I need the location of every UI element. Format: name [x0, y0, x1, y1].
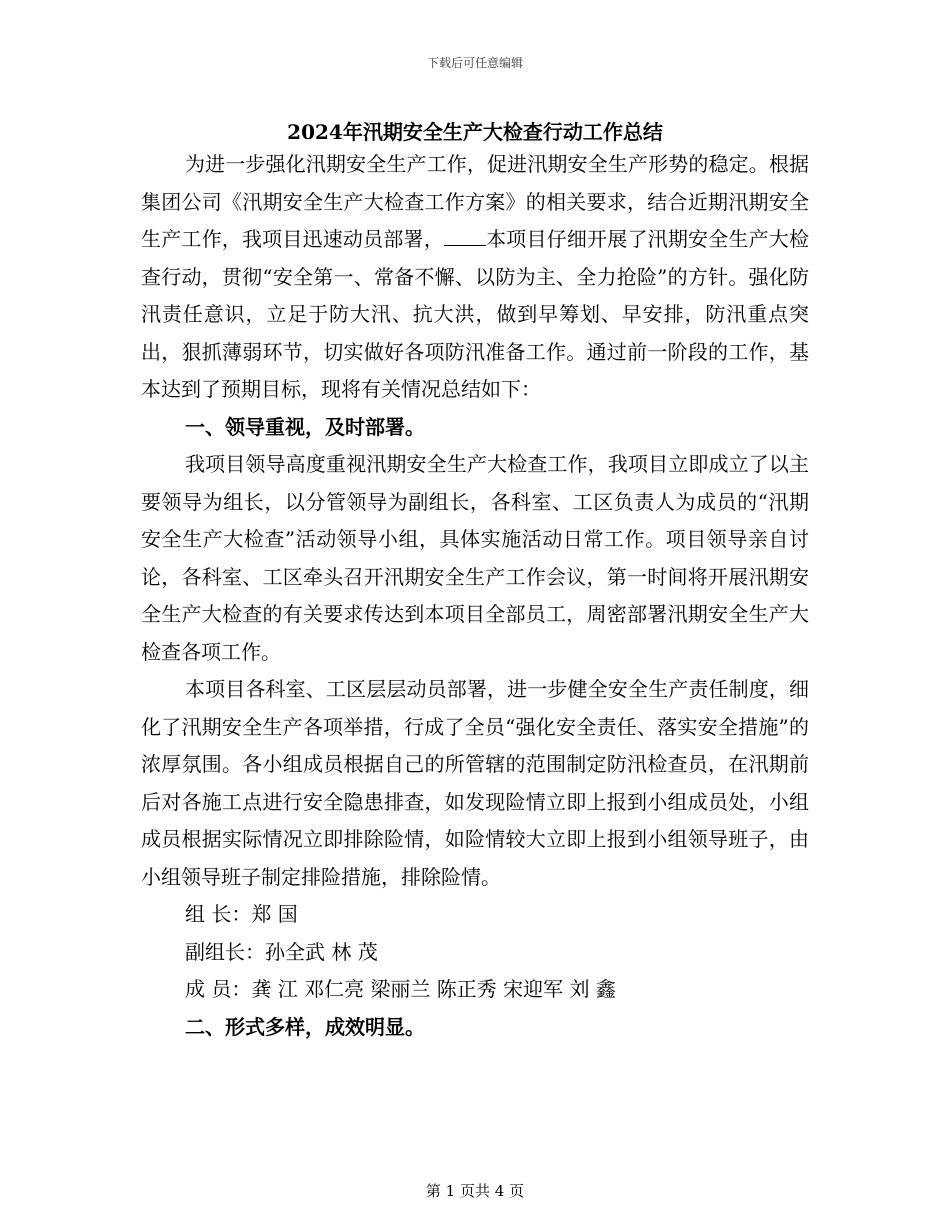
section1-heading: 一、领导重视，及时部署。 [185, 414, 425, 439]
group-leader-line: 组 长：郑 国 [185, 902, 298, 926]
intro-text-part2: 本项目仔细开展了汛期安全生产大检查行动，贯彻“安全第一、常备不懈、以防为主、全力抢险”的方针。强化防汛责任意识，立足于防大汛、抗大洪，做到早筹划、早安排，防汛重点突出，狠抓薄弱环节，切实做好各项防汛准备工作。通过前一阶段的工作，基本达到了预期目标，现将有关情况总结如下： [141, 227, 810, 401]
section1-paragraph-1: 我项目领导高度重视汛期安全生产大检查工作，我项目立即成立了以主要领导为组长，以分管领导为副组长，各科室、工区负责人为成员的“汛期安全生产大检查”活动领导小组，具体实施活动日常工作。项目领导亲自讨论，各科室、工区牵头召开汛期安全生产工作会议，第一时间将开展汛期安全生产大检查的有关要求传达到本项目全部员工，周密部署汛期安全生产大检查各项工作。 [141, 452, 809, 664]
fill-blank [444, 229, 486, 246]
header-note: 下载后可任意编辑 [426, 56, 523, 70]
document-body [141, 146, 809, 1046]
section2-heading: 二、形式多样，成效明显。 [185, 1014, 425, 1039]
intro-text-part1: 为进一步强化汛期安全生产工作，促进汛期安全生产形势的稳定。根据集团公司《汛期安全生产大检查工作方案》的相关要求，结合近期汛期安全生产工作，我项目迅速动员部署， [141, 152, 809, 251]
members-line: 成 员：龚 江 邓仁亮 梁丽兰 陈正秀 宋迎军 刘 鑫 [185, 977, 616, 1001]
intro-paragraph [141, 146, 809, 409]
page-footer: 第 1 页共 4 页 [425, 1182, 525, 1200]
section1-paragraph-2: 本项目各科室、工区层层动员部署，进一步健全安全生产责任制度，细化了汛期安全生产各项举措，行成了全员“强化安全责任、落实安全措施”的浓厚氛围。各小组成员根据自己的所管辖的范围制定防汛检查员，在汛期前后对各施工点进行安全隐患排查，如发现险情立即上报到小组成员处，小组成员根据实际情况立即排除险情，如险情较大立即上报到小组领导班子，由小组领导班子制定排险措施，排除险情。 [141, 677, 809, 889]
deputy-leader-line: 副组长：孙全武 林 茂 [185, 939, 378, 964]
document-title: 2024年汛期安全生产大检查行动工作总结 [287, 120, 663, 144]
